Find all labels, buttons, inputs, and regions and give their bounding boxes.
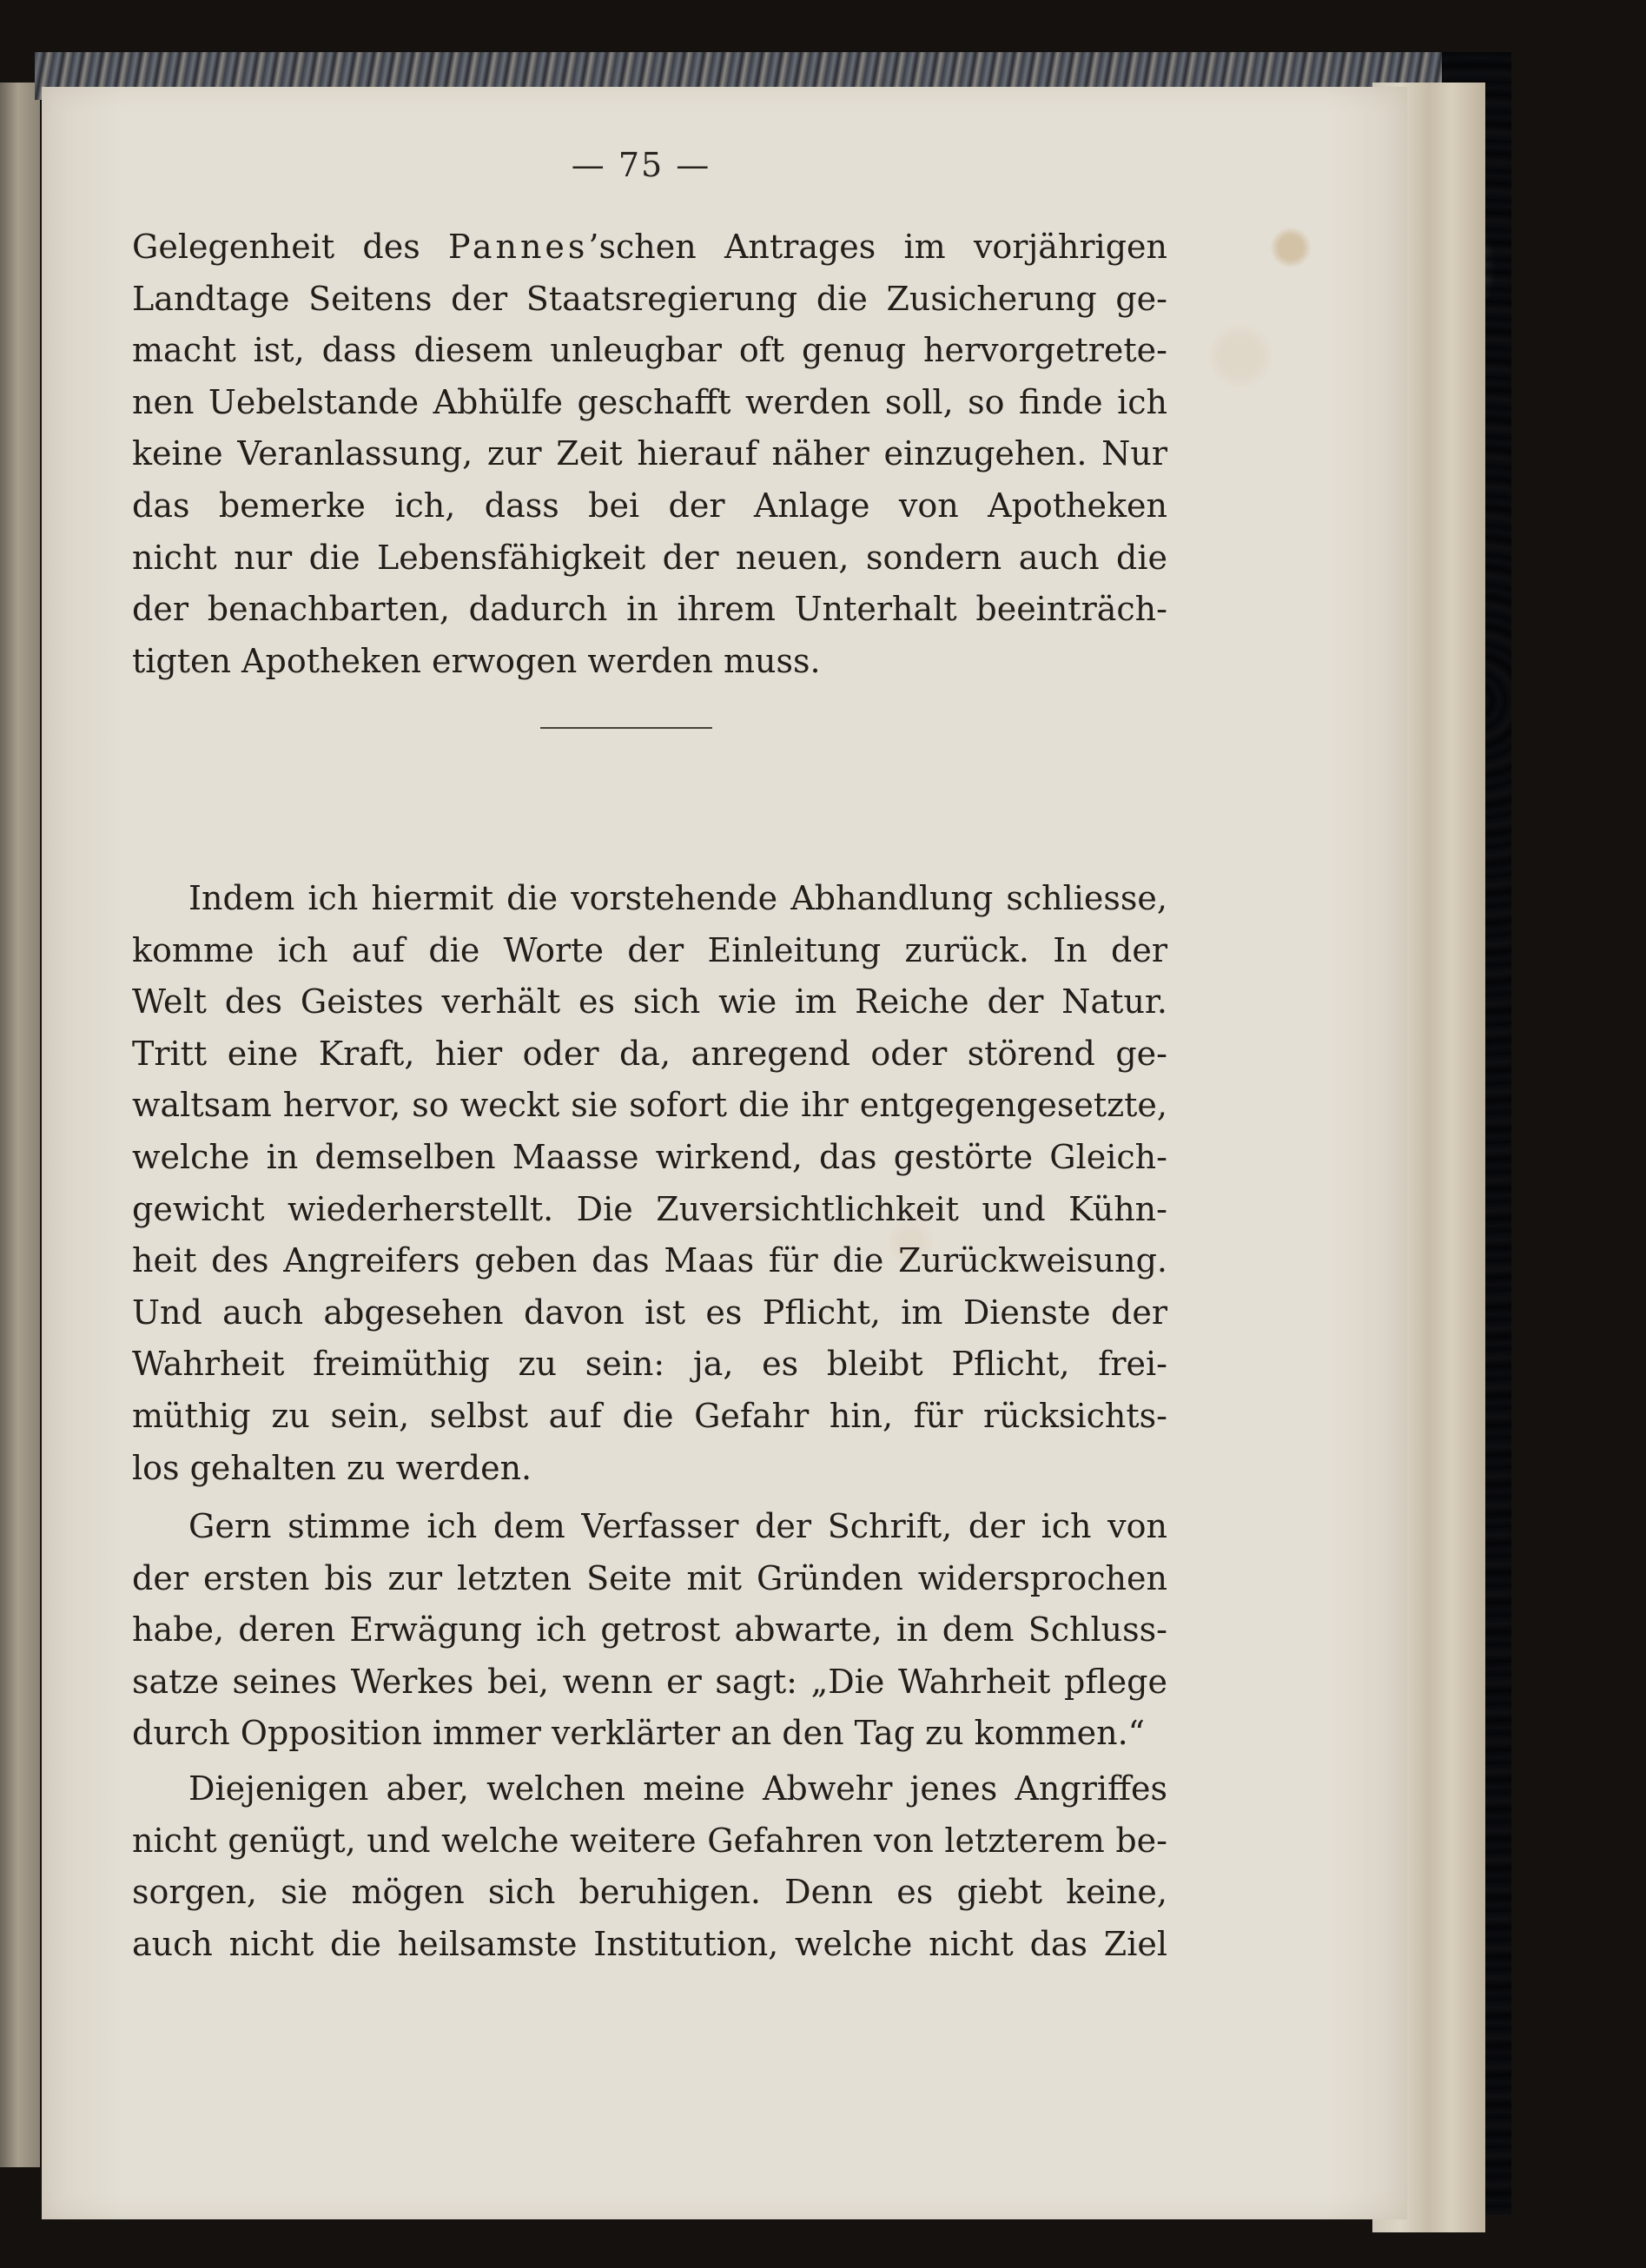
text-line: sorgen, sie mögen sich beruhigen. Denn es giebt keine, [132,1873,1167,1912]
paragraph-2 [132,873,1167,1494]
text-line: komme ich auf die Worte der Einleitung zurück. In der [132,930,1167,969]
page-number: — 75 — [571,146,711,184]
text-line: keine Veranlassung, zur Zeit hierauf näher einzugehen. Nur [132,434,1167,473]
paragraph-3 [132,1501,1167,1760]
text-line: Indem ich hiermit die vorstehende Abhandlung schliesse, [188,879,1167,917]
text-line: Welt des Geistes verhält es sich wie im Reiche der Natur. [132,982,1167,1022]
text-line: satze seines Werkes bei, wenn er sagt: „Die Wahrheit pflege [132,1662,1167,1701]
text-line: nicht genügt, und welche weitere Gefahren von letzterem be- [132,1821,1167,1860]
section-divider [540,727,712,729]
text-line: Gern stimme ich dem Verfasser der Schrift, der ich von [188,1507,1167,1545]
text-line: gewicht wiederherstellt. Die Zuversichtlichkeit und Kühn- [132,1189,1167,1228]
text-line: nen Uebelstande Abhülfe geschafft werden soll, so finde ich [132,382,1167,421]
text-line: Tritt eine Kraft, hier oder da, anregend oder störend ge- [132,1034,1167,1073]
text-line: waltsam hervor, so weckt sie sofort die ihr entgegengesetzte, [132,1086,1167,1125]
text-line: Landtage Seitens der Staatsregierung die Zusicherung ge- [132,279,1167,318]
text-line: müthig zu sein, selbst auf die Gefahr hin, für rücksichts- [132,1396,1167,1435]
text-line: heit des Angreifers geben das Maas für die Zurückweisung. [132,1241,1167,1280]
text-line: Wahrheit freimüthig zu sein: ja, es bleibt Pflicht, frei- [132,1345,1167,1384]
text-line: macht ist, dass diesem unleugbar oft genug hervorgetrete- [132,331,1167,370]
text-line: auch nicht die heilsamste Institution, welche nicht das Ziel [132,1924,1167,1963]
adjacent-page-edge [0,83,40,2167]
text-line: nicht nur die Lebensfähigkeit der neuen, sondern auch die [132,538,1167,577]
text-line: das bemerke ich, dass bei der Anlage von Apotheken [132,486,1167,525]
text-line: durch Opposition immer verklärter an den Tag zu kommen.“ [132,1714,1146,1753]
text-line: habe, deren Erwägung ich getrost abwarte, in dem Schluss- [132,1610,1167,1650]
paragraph-4 [132,1763,1167,1970]
text-line: tigten Apotheken erwogen werden muss. [132,641,821,680]
text-line: der ersten bis zur letzten Seite mit Gründen widersprochen [132,1558,1167,1597]
text-line: der benachbarten, dadurch in ihrem Unterhalt beeinträch- [132,590,1167,629]
paragraph-1 [132,222,1167,687]
text-line: Diejenigen aber, welchen meine Abwehr jenes Angriffes [188,1769,1167,1808]
text-line: welche in demselben Maasse wirkend, das gestörte Gleich- [132,1137,1167,1176]
text-line: los gehalten zu werden. [132,1448,532,1487]
text-line: Gelegenheit des Pannes’schen Antrages im vorjährigen [132,228,1167,266]
text-line: Und auch abgesehen davon ist es Pflicht, im Dienste der [132,1293,1167,1332]
